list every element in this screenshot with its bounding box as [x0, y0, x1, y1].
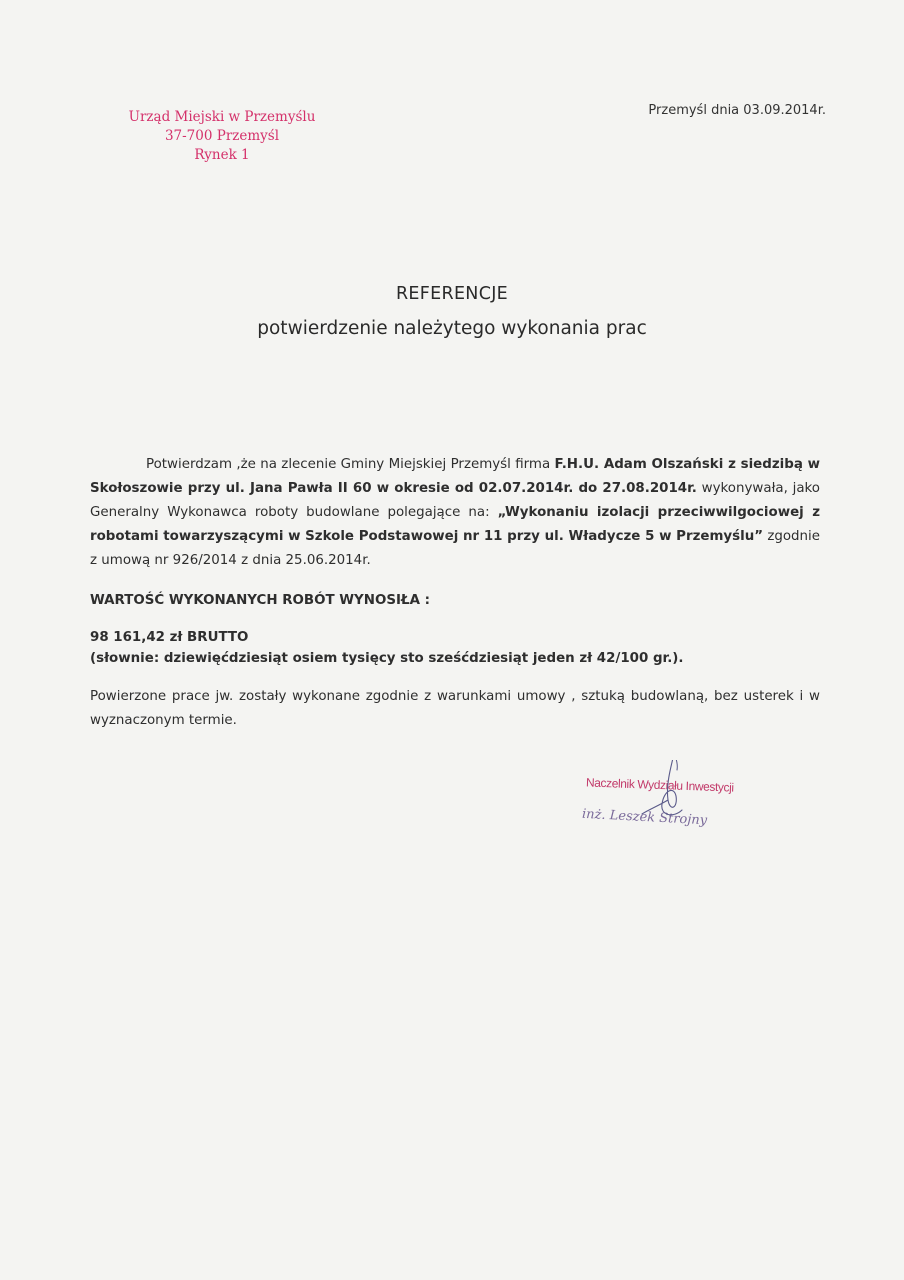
p1-contract: zgodnie z umową nr 926/2014 z dnia 25.06.2014r.	[90, 529, 820, 568]
document-body	[90, 453, 820, 733]
document-date: Przemyśl dnia 03.09.2014r.	[648, 103, 826, 118]
document-subtitle: potwierdzenie należytego wykonania prac	[257, 318, 647, 339]
signature-stamp-name: inż. Leszek Strojny	[581, 806, 708, 829]
contractor-details: F.H.U. Adam Olszański z siedzibą w Skołoszowie przy ul. Jana Pawła II 60 w okresie od 02.07.2014r. do 27.08.2014r.	[90, 457, 820, 496]
p1-intro: Potwierdzam ,że na zlecenie Gminy Miejskiej Przemyśl firma	[146, 457, 555, 472]
value-heading: WARTOŚĆ WYKONANYCH ROBÓT WYNOSIŁA :	[90, 593, 430, 608]
stamp-postal-city: 37-700 Przemyśl	[164, 128, 280, 144]
document-title: REFERENCJE	[395, 284, 509, 304]
sender-address-stamp	[112, 108, 332, 165]
title-block	[0, 284, 904, 339]
confirmation-paragraph	[90, 453, 820, 573]
p1-role: wykonywała, jako Generalny Wykonawca roboty budowlane polegające na:	[90, 481, 820, 520]
stamp-street: Rynek 1	[194, 147, 250, 163]
amount-block	[90, 627, 820, 669]
signature-stamp	[578, 760, 778, 860]
stamp-office-name: Urząd Miejski w Przemyślu	[128, 109, 316, 125]
signature-stamp-title: Naczelnik Wydziału Inwestycji	[585, 775, 734, 795]
project-name: „Wykonaniu izolacji przeciwwilgociowej z robotami towarzyszącymi w Szkole Podstawowej nr 11 przy ul. Władycze 5 w Przemyślu”	[90, 505, 820, 544]
amount-value: 98 161,42 zł BRUTTO	[90, 630, 249, 645]
handwritten-signature-icon	[578, 760, 778, 860]
amount-in-words: (słownie: dziewięćdziesiąt osiem tysięcy sto sześćdziesiąt jeden zł 42/100 gr.).	[90, 651, 684, 666]
closing-paragraph: Powierzone prace jw. zostały wykonane zgodnie z warunkami umowy , sztuką budowlaną, bez usterek i w wyznaczonym termie.	[90, 689, 820, 728]
